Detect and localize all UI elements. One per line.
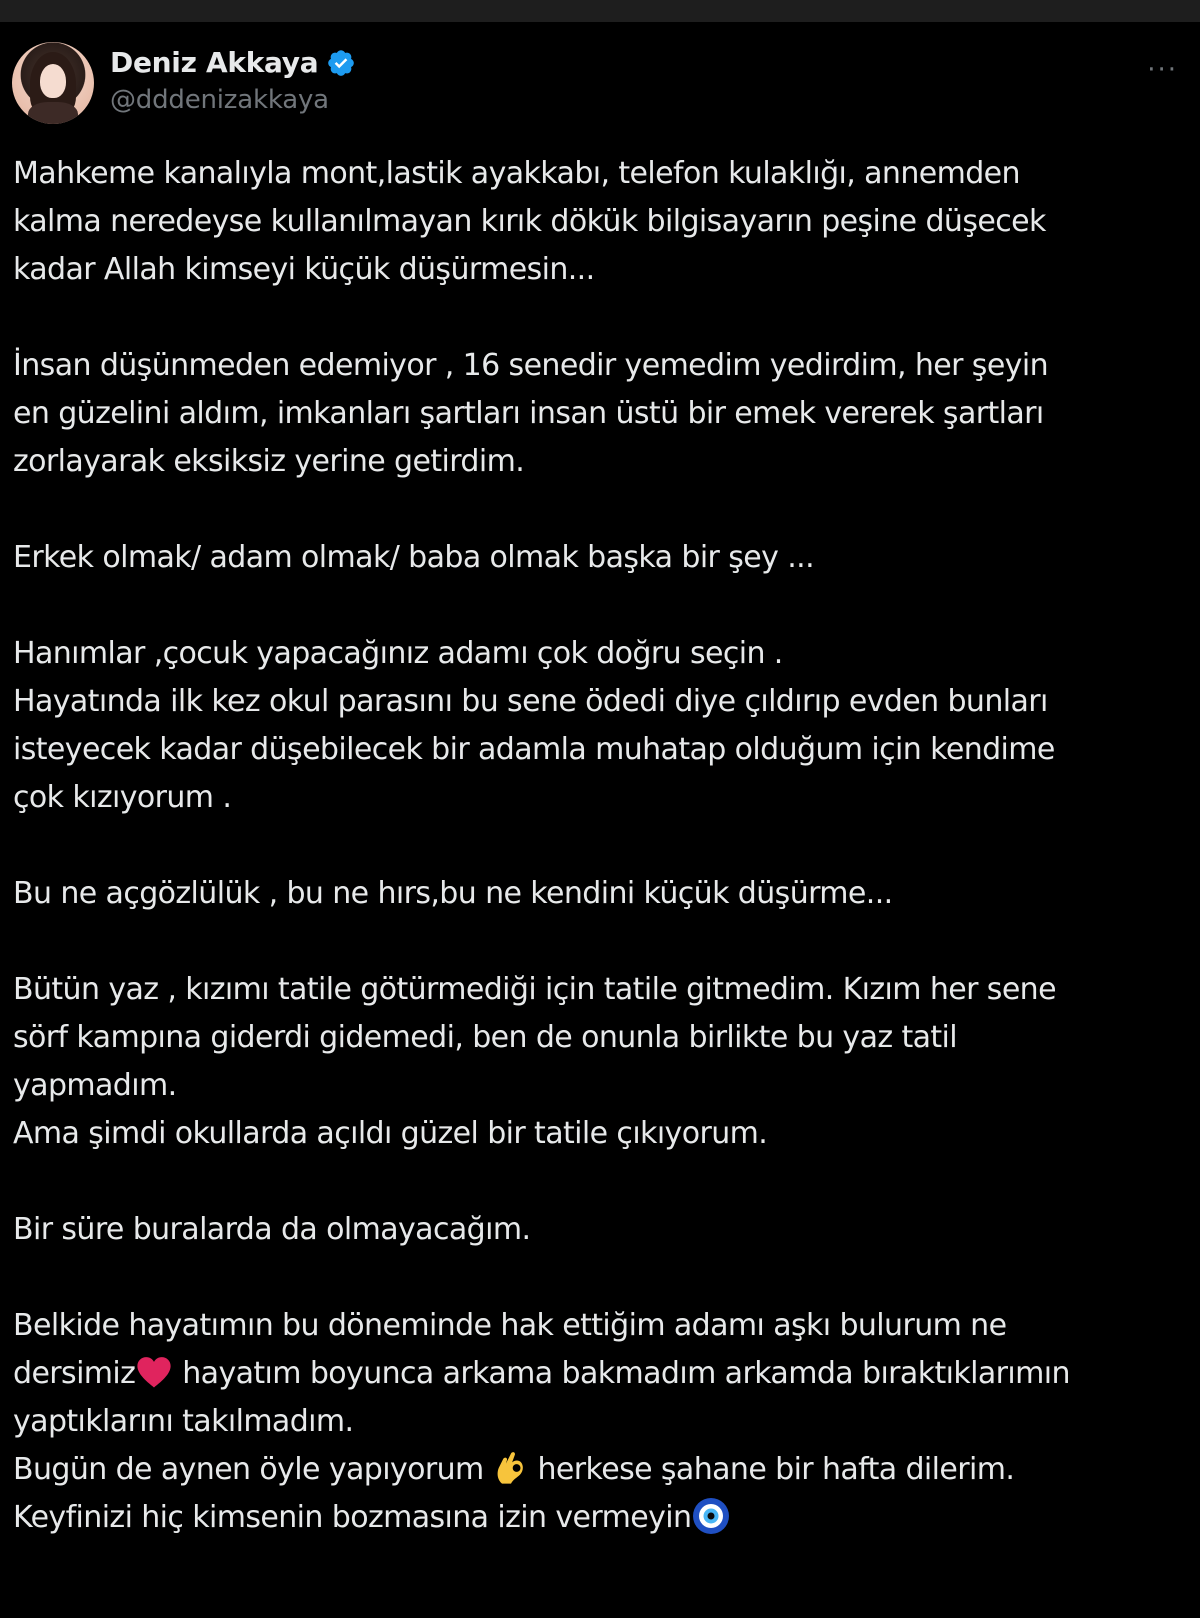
text-line: İnsan düşünmeden edemiyor , 16 senedir yemedim yedirdim, her şeyin xyxy=(13,348,1048,383)
verified-badge-icon xyxy=(326,48,356,78)
paragraph-7 xyxy=(13,1206,1183,1254)
text-line: isteyecek kadar düşebilecek bir adamla muhatap olduğum için kendime xyxy=(13,732,1055,767)
text-line: en güzelini aldım, imkanları şartları insan üstü bir emek vererek şartları xyxy=(13,396,1044,431)
top-strip xyxy=(0,0,1200,22)
text-line: Mahkeme kanalıyla mont,lastik ayakkabı, telefon kulaklığı, annemden xyxy=(13,156,1020,191)
text-line: kadar Allah kimseyi küçük düşürmesin... xyxy=(13,252,595,287)
text-line: Hayatında ilk kez okul parasını bu sene ödedi diye çıldırıp evden bunları xyxy=(13,684,1048,719)
text-segment: Bugün de aynen öyle yapıyorum xyxy=(13,1452,493,1487)
ok-hand-icon xyxy=(493,1449,529,1487)
text-line: zorlayarak eksiksiz yerine getirdim. xyxy=(13,444,525,479)
tweet-text xyxy=(13,150,1183,1542)
paragraph-3 xyxy=(13,534,1183,582)
text-segment: herkese şahane bir hafta dilerim. xyxy=(528,1452,1015,1487)
paragraph-2 xyxy=(13,342,1183,486)
tweet-card xyxy=(0,22,1200,1618)
text-line: Ama şimdi okullarda açıldı güzel bir tatile çıkıyorum. xyxy=(13,1116,768,1151)
text-line: yapmadım. xyxy=(13,1068,177,1103)
handle[interactable]: @dddenizakkaya xyxy=(110,85,329,115)
paragraph-5 xyxy=(13,870,1183,918)
tweet-header xyxy=(12,42,1188,142)
text-line: Hanımlar ,çocuk yapacağınız adamı çok doğru seçin . xyxy=(13,636,783,671)
text-line: Belkide hayatımın bu döneminde hak ettiğim adamı aşkı bulurum ne xyxy=(13,1308,1007,1343)
avatar[interactable] xyxy=(12,42,94,124)
text-line: Bir süre buralarda da olmayacağım. xyxy=(13,1212,531,1247)
text-line: Erkek olmak/ adam olmak/ baba olmak başka bir şey ... xyxy=(13,540,815,575)
red-heart-icon xyxy=(135,1355,173,1389)
avatar-body xyxy=(28,102,78,124)
text-segment: Keyfinizi hiç kimsenin bozmasına izin vermeyin xyxy=(13,1500,692,1535)
paragraph-4 xyxy=(13,630,1183,822)
nazar-amulet-icon xyxy=(691,1496,731,1536)
author-block xyxy=(110,46,356,120)
display-name[interactable]: Deniz Akkaya xyxy=(110,46,319,79)
text-line: Bu ne açgözlülük , bu ne hırs,bu ne kendini küçük düşürme... xyxy=(13,876,893,911)
text-line xyxy=(13,1446,1183,1494)
text-line: kalma neredeyse kullanılmayan kırık dökük bilgisayarın peşine düşecek xyxy=(13,204,1046,239)
text-line: sörf kampına giderdi gidemedi, ben de onunla birlikte bu yaz tatil xyxy=(13,1020,958,1055)
text-line: yaptıklarını takılmadım. xyxy=(13,1404,354,1439)
text-segment: hayatım boyunca arkama bakmadım arkamda bıraktıklarımın xyxy=(173,1356,1070,1391)
text-segment: dersimiz xyxy=(13,1356,136,1391)
text-line xyxy=(13,1494,1183,1542)
text-line xyxy=(13,1350,1183,1398)
more-options-icon[interactable]: ··· xyxy=(1147,55,1178,85)
paragraph-6 xyxy=(13,966,1183,1158)
paragraph-1 xyxy=(13,150,1183,294)
name-row xyxy=(110,46,356,80)
paragraph-8 xyxy=(13,1302,1183,1542)
avatar-face xyxy=(40,64,66,98)
text-line: Bütün yaz , kızımı tatile götürmediği için tatile gitmedim. Kızım her sene xyxy=(13,972,1056,1007)
text-line: çok kızıyorum . xyxy=(13,780,232,815)
